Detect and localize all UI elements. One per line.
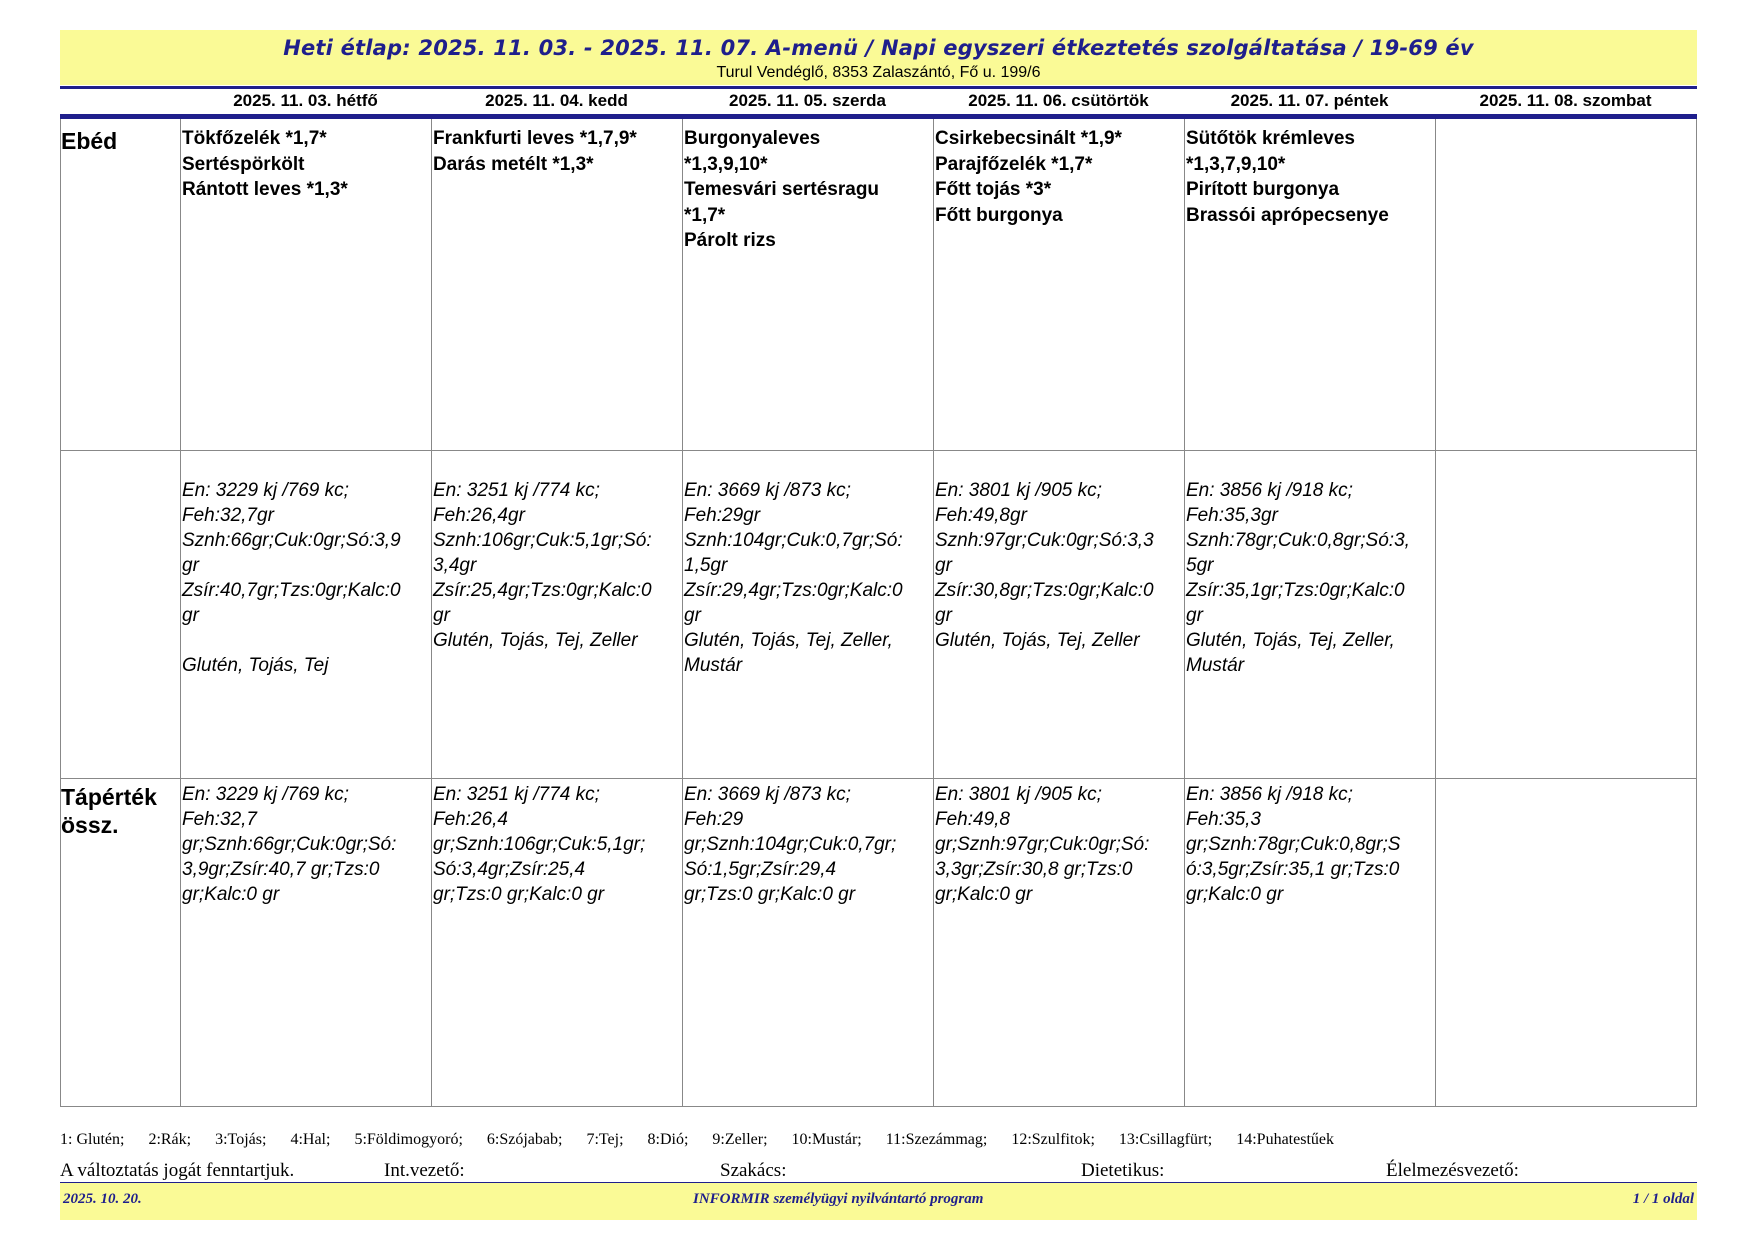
nutrition-totals-line: Só:1,5gr;Zsír:29,4 xyxy=(684,859,837,880)
lunch-nutrition-line: Zsír:40,7gr;Tzs:0gr;Kalc:0 xyxy=(182,580,401,601)
lunch-nutrition-line: Zsír:29,4gr;Tzs:0gr;Kalc:0 xyxy=(684,580,903,601)
lunch-nutrition-wed xyxy=(684,478,903,678)
allergen-legend-item: 5:Földimogyoró; xyxy=(354,1131,463,1148)
row-label-lunch: Ebéd xyxy=(61,128,118,154)
lunch-nutrition-line: Feh:29gr xyxy=(684,505,761,526)
nutrition-totals-line: gr;Sznh:104gr;Cuk:0,7gr; xyxy=(684,834,897,855)
lunch-nutrition-line: Sznh:97gr;Cuk:0gr;Só:3,3 xyxy=(935,530,1154,551)
lunch-dishes-line: Sütőtök krémleves xyxy=(1186,128,1355,149)
manager-signature-label: Int.vezető: xyxy=(384,1160,465,1181)
lunch-nutrition-fri xyxy=(1186,478,1410,678)
allergen-legend-item: 12:Szulfitok; xyxy=(1011,1131,1095,1148)
grid-line xyxy=(1184,119,1185,1106)
lunch-nutrition-thu xyxy=(935,478,1154,653)
change-notice: A változtatás jogát fenntartjuk. xyxy=(60,1160,295,1181)
allergen-legend-item: 9:Zeller; xyxy=(712,1131,768,1148)
lunch-dishes-line: Pirított burgonya xyxy=(1186,179,1340,200)
lunch-nutrition-line: Glutén, Tojás, Tej xyxy=(182,655,329,676)
catering-signature-label: Élelmezésvezető: xyxy=(1386,1160,1519,1181)
lunch-dishes-line: Sertéspörkölt xyxy=(182,153,305,175)
allergen-legend-item: 13:Csillagfürt; xyxy=(1118,1131,1213,1148)
lunch-dishes-line: Rántott leves *1,3* xyxy=(182,179,348,200)
day-header-fri: 2025. 11. 07. péntek xyxy=(1230,91,1389,110)
nutrition-totals-line: gr;Sznh:106gr;Cuk:5,1gr; xyxy=(433,834,646,855)
lunch-dishes-line: Főtt burgonya xyxy=(935,204,1063,226)
allergen-legend-item: 3:Tojás; xyxy=(215,1131,267,1148)
row-label-totals: Tápérték össz. xyxy=(61,784,157,838)
nutrition-totals-line: Feh:26,4 xyxy=(433,809,508,830)
lunch-nutrition-line: Feh:35,3gr xyxy=(1186,505,1278,526)
lunch-dishes-line: Frankfurti leves *1,7,9* xyxy=(433,128,637,149)
lunch-nutrition-line: Glutén, Tojás, Tej, Zeller, xyxy=(1186,630,1395,651)
allergen-legend-item: 7:Tej; xyxy=(586,1131,624,1148)
allergen-legend-item: 6:Szójabab; xyxy=(486,1131,563,1148)
allergen-legend-item: 1: Glutén; xyxy=(60,1131,125,1148)
day-header-tue: 2025. 11. 04. kedd xyxy=(485,91,628,110)
lunch-dishes-line: Parajfőzelék *1,7* xyxy=(935,153,1093,175)
dietitian-signature-label: Dietetikus: xyxy=(1081,1160,1165,1181)
nutrition-totals-line: gr;Tzs:0 gr;Kalc:0 gr xyxy=(433,884,605,905)
print-date: 2025. 10. 20. xyxy=(63,1191,142,1207)
lunch-nutrition-line: Feh:49,8gr xyxy=(935,505,1027,526)
nutrition-totals-line: gr;Sznh:97gr;Cuk:0gr;Só: xyxy=(935,834,1150,855)
lunch-nutrition-line: Glutén, Tojás, Tej, Zeller xyxy=(433,630,638,651)
nutrition-totals-line: En: 3229 kj /769 kc; xyxy=(182,784,349,805)
lunch-dishes-mon xyxy=(182,126,348,203)
lunch-nutrition-line: 5gr xyxy=(1186,555,1214,576)
grid-line xyxy=(1696,119,1697,1106)
footer-band xyxy=(60,1183,1697,1220)
allergen-legend-item: 2:Rák; xyxy=(148,1131,192,1148)
lunch-nutrition-line: Zsír:35,1gr;Tzs:0gr;Kalc:0 xyxy=(1186,580,1405,601)
restaurant-address: Turul Vendéglő, 8353 Zalaszántó, Fő u. 199/6 xyxy=(716,64,1041,81)
lunch-dishes-fri xyxy=(1186,126,1389,228)
lunch-nutrition-line: En: 3856 kj /918 kc; xyxy=(1186,480,1353,501)
lunch-dishes-thu xyxy=(935,126,1122,228)
lunch-nutrition-line: Sznh:78gr;Cuk:0,8gr;Só:3, xyxy=(1186,530,1410,551)
nutrition-totals-line: En: 3251 kj /774 kc; xyxy=(433,784,600,805)
grid-line xyxy=(60,1106,1697,1107)
nutrition-totals-line: Feh:49,8 xyxy=(935,809,1010,830)
grid-line xyxy=(60,119,61,1106)
allergen-legend-item: 14:Puhatestűek xyxy=(1236,1131,1334,1148)
nutrition-totals-line: gr;Kalc:0 gr xyxy=(182,884,280,905)
lunch-dishes-line: Brassói aprópecsenye xyxy=(1186,204,1389,226)
lunch-nutrition-line: 3,4gr xyxy=(433,555,477,576)
lunch-nutrition-line: Feh:32,7gr xyxy=(182,505,274,526)
grid-line xyxy=(682,119,683,1106)
lunch-nutrition-line: gr xyxy=(935,555,952,576)
lunch-nutrition-line: En: 3669 kj /873 kc; xyxy=(684,480,851,501)
lunch-nutrition-line: gr xyxy=(182,605,199,626)
grid-line xyxy=(933,119,934,1106)
lunch-nutrition-line: Feh:26,4gr xyxy=(433,505,525,526)
allergen-legend-item: 10:Mustár; xyxy=(791,1131,862,1148)
nutrition-totals-line: Só:3,4gr;Zsír:25,4 xyxy=(433,859,586,880)
grid-line xyxy=(1435,119,1436,1106)
nutrition-totals-line: En: 3669 kj /873 kc; xyxy=(684,784,851,805)
lunch-nutrition-line: Glutén, Tojás, Tej, Zeller, xyxy=(684,630,893,651)
lunch-nutrition-mon xyxy=(182,478,401,678)
nutrition-totals-line: gr;Sznh:78gr;Cuk:0,8gr;S xyxy=(1186,834,1401,855)
lunch-dishes-line: Főtt tojás *3* xyxy=(935,179,1052,200)
lunch-nutrition-line: gr xyxy=(433,605,450,626)
nutrition-totals-fri xyxy=(1186,782,1400,907)
lunch-dishes-line: *1,3,9,10* xyxy=(684,153,768,175)
lunch-dishes-tue xyxy=(433,126,637,177)
day-header-thu: 2025. 11. 06. csütörtök xyxy=(968,91,1149,110)
lunch-nutrition-line: gr xyxy=(182,555,199,576)
nutrition-totals-line: ó:3,5gr;Zsír:35,1 gr;Tzs:0 xyxy=(1186,859,1400,880)
lunch-dishes-line: Darás metélt *1,3* xyxy=(433,153,594,175)
lunch-nutrition-line: Glutén, Tojás, Tej, Zeller xyxy=(935,630,1140,651)
nutrition-totals-line: Feh:29 xyxy=(684,809,744,830)
allergen-legend-item: 4:Hal; xyxy=(290,1131,331,1148)
nutrition-totals-wed xyxy=(684,782,896,907)
lunch-nutrition-line: gr xyxy=(684,605,701,626)
nutrition-totals-line: En: 3856 kj /918 kc; xyxy=(1186,784,1353,805)
nutrition-totals-line: gr;Tzs:0 gr;Kalc:0 gr xyxy=(684,884,856,905)
lunch-dishes-wed xyxy=(684,126,879,254)
program-name: INFORMIR személyügyi nyilvántartó program xyxy=(693,1191,984,1207)
lunch-nutrition-line: gr xyxy=(1186,605,1203,626)
lunch-dishes-line: Párolt rizs xyxy=(684,230,776,251)
nutrition-totals-line: 3,3gr;Zsír:30,8 gr;Tzs:0 xyxy=(935,859,1133,880)
grid-line xyxy=(60,778,1697,779)
day-header-mon: 2025. 11. 03. hétfő xyxy=(233,91,378,110)
allergen-legend-item: 8:Dió; xyxy=(647,1131,689,1148)
lunch-nutrition-line: Mustár xyxy=(1186,655,1245,676)
nutrition-totals-line: En: 3801 kj /905 kc; xyxy=(935,784,1102,805)
nutrition-totals-line: gr;Sznh:66gr;Cuk:0gr;Só: xyxy=(182,834,397,855)
nutrition-totals-line: Feh:32,7 xyxy=(182,809,257,830)
grid-line xyxy=(60,450,1697,451)
nutrition-totals-line: 3,9gr;Zsír:40,7 gr;Tzs:0 xyxy=(182,859,380,880)
lunch-nutrition-line: Sznh:104gr;Cuk:0,7gr;Só: xyxy=(684,530,903,551)
day-header-sat: 2025. 11. 08. szombat xyxy=(1479,91,1652,110)
header-rule xyxy=(60,86,1697,89)
day-header-wed: 2025. 11. 05. szerda xyxy=(729,91,886,110)
nutrition-totals-line: Feh:35,3 xyxy=(1186,809,1261,830)
menu-title: Heti étlap: 2025. 11. 03. - 2025. 11. 07. A-menü / Napi egyszeri étkeztetés szolgáltatása / 19-69 év xyxy=(283,36,1474,60)
lunch-dishes-line: Temesvári sertésragu xyxy=(684,179,880,200)
lunch-nutrition-line: En: 3251 kj /774 kc; xyxy=(433,480,600,501)
allergen-legend xyxy=(60,1131,1334,1149)
nutrition-totals-mon xyxy=(182,782,396,907)
lunch-dishes-line: Tökfőzelék *1,7* xyxy=(182,128,327,149)
lunch-nutrition-line: gr xyxy=(935,605,952,626)
nutrition-totals-thu xyxy=(935,782,1149,907)
nutrition-totals-line: gr;Kalc:0 gr xyxy=(935,884,1033,905)
page-number: 1 / 1 oldal xyxy=(1632,1191,1694,1207)
lunch-nutrition-line: Mustár xyxy=(684,655,743,676)
header-band xyxy=(60,30,1697,85)
lunch-nutrition-line: Sznh:66gr;Cuk:0gr;Só:3,9 xyxy=(182,530,401,551)
table-top-rule xyxy=(60,114,1697,119)
lunch-nutrition-line: Sznh:106gr;Cuk:5,1gr;Só: xyxy=(433,530,652,551)
lunch-nutrition-tue xyxy=(433,478,652,653)
cook-signature-label: Szakács: xyxy=(720,1160,787,1181)
nutrition-totals-tue xyxy=(433,782,645,907)
lunch-nutrition-line: En: 3229 kj /769 kc; xyxy=(182,480,349,501)
lunch-dishes-line: *1,7* xyxy=(684,204,726,226)
grid-line xyxy=(431,119,432,1106)
lunch-nutrition-line: Zsír:30,8gr;Tzs:0gr;Kalc:0 xyxy=(935,580,1154,601)
lunch-dishes-line: Burgonyaleves xyxy=(684,128,821,149)
lunch-nutrition-line: Zsír:25,4gr;Tzs:0gr;Kalc:0 xyxy=(433,580,652,601)
grid-line xyxy=(180,119,181,1106)
lunch-dishes-line: Csirkebecsinált *1,9* xyxy=(935,128,1122,149)
lunch-dishes-line: *1,3,7,9,10* xyxy=(1186,153,1286,175)
lunch-nutrition-line: En: 3801 kj /905 kc; xyxy=(935,480,1102,501)
allergen-legend-item: 11:Szezámmag; xyxy=(885,1131,988,1148)
lunch-nutrition-line xyxy=(182,628,401,653)
nutrition-totals-line: gr;Kalc:0 gr xyxy=(1186,884,1284,905)
lunch-nutrition-line: 1,5gr xyxy=(684,555,728,576)
